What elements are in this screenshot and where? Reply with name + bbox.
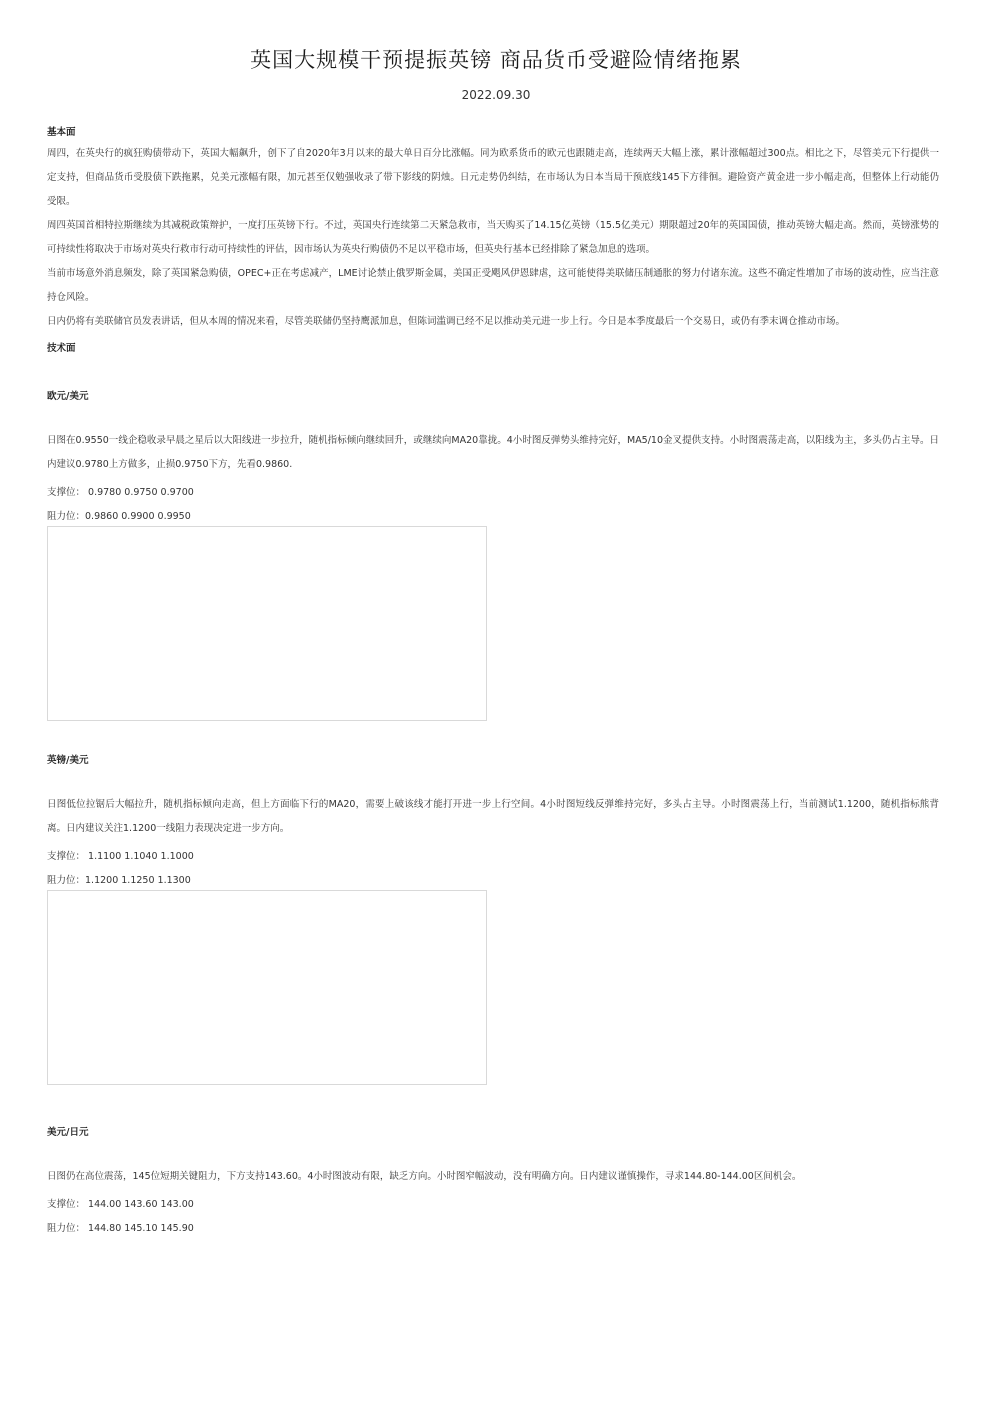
gbpusd-analysis: 日图低位拉锯后大幅拉升，随机指标倾向走高，但上方面临下行的MA20，需要上破该线才能打开进一步上行空间。4小时图短线反弹维持完好，多头占主导。小时图震荡上行，当前测试1.1200，随机指标熊背离。日内建议关注1.1200一线阻力表现决定进一步方向。 (47, 799, 939, 834)
gbpusd-support: 支撑位： 1.1100 1.1040 1.1000 (47, 851, 194, 862)
usdjpy-support: 支撑位： 144.00 143.60 143.00 (47, 1199, 194, 1210)
gbpusd-resistance: 阻力位：1.1200 1.1250 1.1300 (47, 875, 191, 886)
usdjpy-analysis: 日图仍在高位震荡，145位短期关键阻力，下方支持143.60。4小时图波动有限，缺乏方向。小时图窄幅波动，没有明确方向。日内建议谨慎操作，寻求144.80-144.00区间机会。 (47, 1171, 802, 1182)
fundamentals-paragraph-4: 日内仍将有美联储官员发表讲话，但从本周的情况来看，尽管美联储仍坚持鹰派加息，但陈词滥调已经不足以推动美元进一步上行。今日是本季度最后一个交易日，或仍有季末调仓推动市场。 (47, 316, 846, 327)
eurusd-support: 支撑位： 0.9780 0.9750 0.9700 (47, 487, 194, 498)
eurusd-resistance: 阻力位：0.9860 0.9900 0.9950 (47, 511, 191, 522)
eurusd-heading: 欧元/美元 (47, 391, 89, 402)
document-date: 2022.09.30 (461, 88, 531, 102)
fundamentals-paragraph-2: 周四英国首相特拉斯继续为其减税政策辩护，一度打压英镑下行。不过，英国央行连续第二天紧急救市，当天购买了14.15亿英镑（15.5亿美元）期限超过20年的英国国债，推动英镑大幅走高。然而，英镑涨势的可持续性将取决于市场对英央行救市行动可持续性的评估，因市场认为英央行购债仍不足以平稳市场，但英央行基本已经排除了紧急加息的选项。 (47, 220, 939, 255)
fundamentals-paragraph-1: 周四，在英央行的疯狂购债带动下，英国大幅飙升，创下了自2020年3月以来的最大单日百分比涨幅。同为欧系货币的欧元也跟随走高，连续两天大幅上涨，累计涨幅超过300点。相比之下，尽管美元下行提供一定支持，但商品货币受股债下跌拖累，兑美元涨幅有限，加元甚至仅勉强收录了带下影线的阴烛。日元走势仍纠结，在市场认为日本当局干预底线145下方徘徊。避险资产黄金进一步小幅走高，但整体上行动能仍受限。 (47, 148, 939, 207)
gbpusd-chart-image (47, 890, 487, 1085)
usdjpy-resistance: 阻力位： 144.80 145.10 145.90 (47, 1223, 194, 1234)
gbpusd-heading: 英镑/美元 (47, 755, 89, 766)
fundamentals-paragraph-3: 当前市场意外消息频发，除了英国紧急购债，OPEC+正在考虑减产，LME讨论禁止俄罗斯金属，美国正受飓风伊恩肆虐，这可能使得美联储压制通胀的努力付诸东流。这些不确定性增加了市场的波动性，应当注意持仓风险。 (47, 268, 939, 303)
fundamentals-heading: 基本面 (47, 127, 76, 138)
document-title: 英国大规模干预提振英镑 商品货币受避险情绪拖累 (250, 48, 742, 72)
eurusd-chart-image (47, 526, 487, 721)
technicals-heading: 技术面 (47, 343, 76, 354)
usdjpy-heading: 美元/日元 (47, 1127, 89, 1138)
eurusd-analysis: 日图在0.9550一线企稳收录早晨之星后以大阳线进一步拉升，随机指标倾向继续回升，或继续向MA20靠拢。4小时图反弹势头维持完好，MA5/10金叉提供支持。小时图震荡走高，以阳线为主，多头仍占主导。日内建议0.9780上方做多，止损0.9750下方，先看0.9860. (47, 435, 939, 470)
